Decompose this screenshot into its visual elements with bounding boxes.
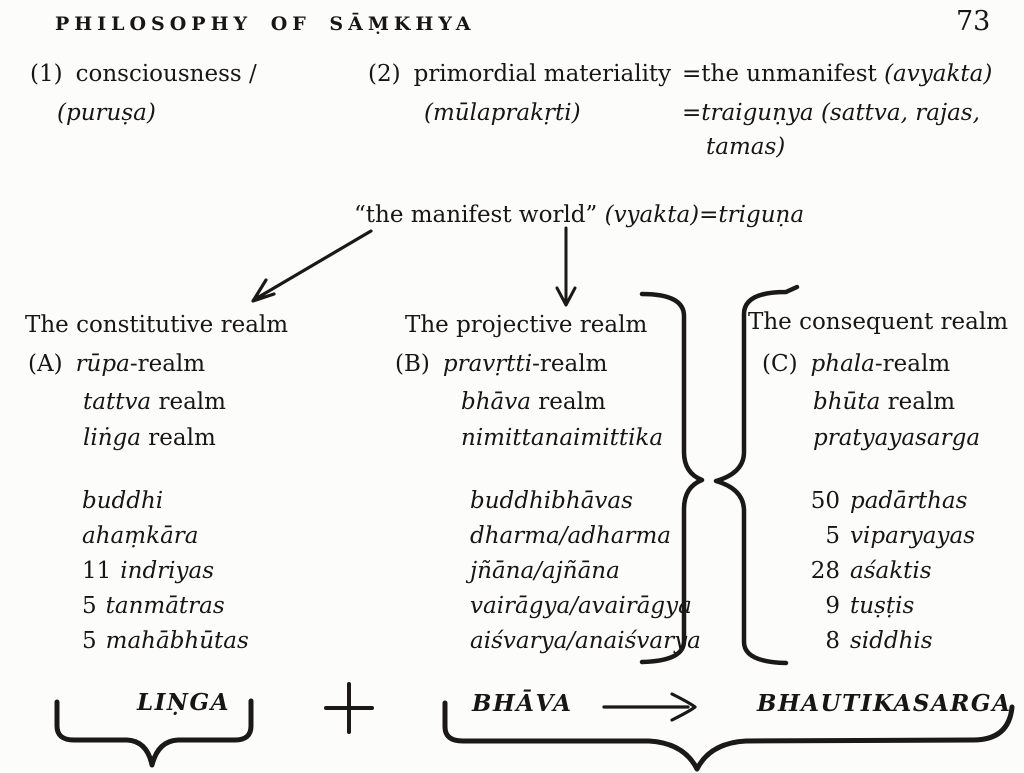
column-a-realm-line-3 [83, 424, 216, 452]
realm-suffix: realm [140, 425, 216, 451]
column-b-marker: (B) [395, 351, 430, 377]
realm-term: tattva [83, 389, 152, 415]
list-item [806, 592, 914, 620]
equation-1-term: (avyakta) [884, 61, 993, 87]
item-count: 11 [82, 558, 112, 584]
realm-suffix: realm [880, 389, 956, 415]
plus-sign [326, 684, 372, 732]
column-c-marker: (C) [762, 351, 798, 377]
manifest-term-2: triguṇa [718, 202, 805, 228]
realm-suffix: realm [151, 389, 226, 415]
item-term: buddhibhāvas [470, 488, 633, 514]
equals-sign: = [682, 61, 702, 87]
item-term: tanmātras [105, 593, 225, 619]
realm-suffix: -realm [129, 351, 206, 377]
list-item [806, 487, 967, 515]
realm-suffix: realm [530, 389, 606, 415]
linga-label: LIṆGA [137, 689, 230, 716]
list-item [82, 627, 249, 655]
item-term: dharma/adharma [470, 523, 671, 549]
item-term: indriyas [120, 558, 215, 584]
item-count: 8 [825, 628, 840, 654]
item-count: 9 [825, 593, 840, 619]
list-item [806, 557, 932, 585]
equals-sign: = [682, 100, 702, 126]
list-item [470, 592, 692, 620]
item-term: aśaktis [850, 558, 932, 584]
column-c-realm-line-1 [762, 350, 950, 378]
realm-term: phala [810, 351, 875, 377]
realm-suffix: -realm [532, 351, 608, 377]
column-a-realm-line-2 [83, 388, 226, 416]
list-item [470, 522, 671, 550]
column-a-heading: The constitutive realm [25, 312, 289, 338]
column-b-realm-line-2 [461, 388, 606, 416]
item-term: ahaṃkāra [82, 523, 199, 549]
realm-term: liṅga [83, 425, 141, 451]
item-term: tuṣṭis [850, 593, 915, 619]
item-1-term: (puruṣa) [57, 100, 156, 126]
equals-sign: = [699, 202, 719, 228]
column-c-realm-line-3 [813, 424, 980, 452]
item-2-line [368, 60, 671, 88]
item-term: siddhis [850, 628, 933, 654]
realm-term: nimittanaimittika [461, 425, 664, 451]
item-count: 5 [82, 628, 97, 654]
down-arrow [557, 228, 575, 305]
manifest-world-line [354, 201, 804, 229]
item-term: vairāgya/avairāgya [470, 593, 692, 619]
column-c-heading: The consequent realm [748, 309, 1009, 335]
item-term: jñāna/ajñāna [470, 558, 620, 584]
item-count: 50 [810, 488, 840, 514]
item-term: padārthas [850, 488, 968, 514]
column-c-realm-line-2 [813, 388, 955, 416]
column-b-realm-line-1 [395, 350, 607, 378]
list-item [806, 627, 933, 655]
list-item [82, 592, 225, 620]
realm-suffix: -realm [874, 351, 951, 377]
list-item [470, 627, 701, 655]
list-item [82, 557, 214, 585]
item-count: 5 [82, 593, 97, 619]
manifest-quote: “the manifest world” [354, 202, 598, 228]
item-1-label: consciousness / [75, 61, 257, 87]
bhautikasarga-label: BHAUTIKASARGA [757, 690, 1012, 717]
item-term: mahābhūtas [105, 628, 249, 654]
item-2-label: primordial materiality [413, 61, 672, 87]
equation-line-2 [682, 99, 980, 127]
list-item [82, 487, 163, 515]
bhava-label: BHĀVA [472, 690, 573, 717]
realm-term: bhūta [813, 389, 881, 415]
item-2-term: (mūlaprakṛti) [424, 100, 581, 126]
item-1-line [30, 60, 257, 88]
item-count: 28 [810, 558, 840, 584]
realm-term: pravṛtti [442, 351, 533, 377]
item-count: 5 [825, 523, 840, 549]
diagonal-arrow [253, 231, 371, 301]
list-item [470, 557, 620, 585]
equation-1-roman: the unmanifest [701, 61, 877, 87]
item-1-marker: (1) [30, 61, 63, 87]
running-header: PHILOSOPHY OF SĀṂKHYA [55, 13, 476, 35]
equation-line-1 [682, 60, 992, 88]
realm-term: bhāva [461, 389, 531, 415]
column-b-realm-line-3 [461, 424, 663, 452]
item-term: aiśvarya/anaiśvarya [470, 628, 701, 654]
page-number: 73 [956, 6, 991, 37]
equation-2-term: traiguṇya (sattva, rajas, [701, 100, 980, 126]
opening-brace [716, 287, 797, 663]
realm-term: rūpa [75, 351, 130, 377]
column-b-heading: The projective realm [405, 312, 648, 338]
list-item [82, 522, 199, 550]
item-term: viparyayas [850, 523, 975, 549]
equation-line-3: tamas) [706, 134, 786, 160]
list-item [806, 522, 975, 550]
item-term: buddhi [82, 488, 164, 514]
item-2-marker: (2) [368, 61, 401, 87]
column-a-realm-line-1 [28, 350, 205, 378]
right-arrow [604, 694, 695, 720]
list-item [470, 487, 633, 515]
realm-term: pratyayasarga [813, 425, 981, 451]
column-a-marker: (A) [28, 351, 63, 377]
manifest-term: (vyakta) [604, 202, 700, 228]
